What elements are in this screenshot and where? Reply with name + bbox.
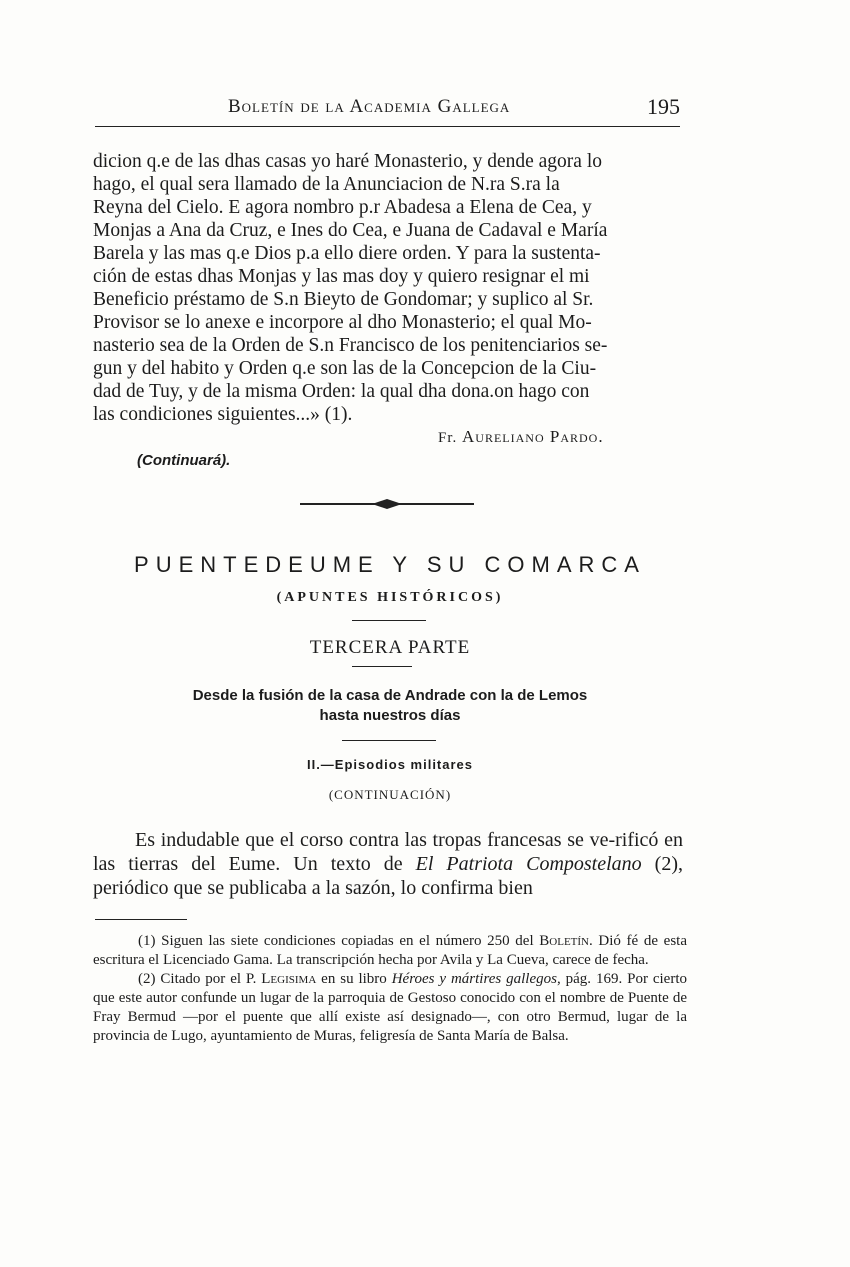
text-line: Reyna del Cielo. E agora nombro p.r Abadesa a Elena de Cea, y [93, 197, 592, 218]
footnote-1 [93, 932, 687, 970]
section-heading-line: hasta nuestros días [319, 707, 461, 724]
fn2-text-b: en su libro [316, 971, 392, 987]
fn1-text-a: (1) Siguen las siete condiciones copiadas en el número 250 del [138, 933, 540, 949]
section-rule [352, 666, 412, 667]
newspaper-title: El Patriota Compostelano [415, 853, 642, 875]
fn2-text-c: , pág. 169. Por cierto que este autor confunde un lugar de la parroquia de Gestoso conocido con el nombre de Puente de Fray Bermud —por el puente que allí existe así designado—, con otro Bermud, lugar de la provincia de Lugo, ayuntamiento de Muras, feligresía de Santa María de Balsa. [93, 971, 687, 1044]
footnote-2 [93, 970, 687, 1046]
signature-name: Aureliano Pardo. [462, 427, 604, 446]
paragraph-text-a: Es indudable que el corso contra las tropas francesas se ve-rificó en las tierras del Eume. Un texto de [93, 829, 683, 875]
text-line: dad de Tuy, y de la misma Orden: la qual dha dona.on hago con [93, 381, 590, 402]
header-rule [95, 126, 680, 127]
continuation-label: (CONTINUACIÓN) [328, 787, 452, 802]
paragraph-opening [93, 828, 683, 900]
text-line: dicion q.e de las dhas casas yo haré Monasterio, y dende agora lo [93, 151, 602, 172]
text-line: Provisor se lo anexe e incorpore al dho Monasterio; el qual Mo- [93, 312, 592, 333]
section-rule [352, 620, 426, 621]
fn1-text-b: . Dió fé de esta escritura el Licenciado Gama. La transcripción hecha por Avila y La Cueva, carece de fecha. [93, 933, 688, 968]
to-be-continued: (Continuará). [137, 452, 231, 469]
fn2-text-a: (2) Citado por el P. [138, 971, 262, 987]
footnotes [93, 932, 687, 1046]
fn2-author: Legisima [261, 971, 317, 987]
fn2-book-title: Héroes y mártires gallegos [391, 971, 557, 987]
part-title: TERCERA PARTE [309, 637, 471, 658]
running-header [95, 96, 680, 124]
author-signature [438, 427, 604, 447]
section-heading [90, 686, 690, 726]
paragraph-text-b: (2), periódico que se publicaba a la sazón, lo confirma bien [93, 853, 683, 899]
paragraph-text [93, 828, 683, 900]
footnote-rule [95, 919, 187, 920]
text-line: las condiciones siguientes...» (1). [93, 404, 353, 425]
text-line: Barela y las mas q.e Dios p.a ello diere orden. Y para la sustenta- [93, 243, 601, 264]
text-line: gun y del habito y Orden q.e son las de la Concepcion de la Ciu- [93, 358, 597, 379]
text-line: Beneficio préstamo de S.n Bieyto de Gondomar; y suplico al Sr. [93, 289, 594, 310]
article-title: PUENTEDEUME Y SU COMARCA [134, 552, 646, 577]
signature-prefix: Fr. [438, 430, 458, 446]
text-line: nasterio sea de la Orden de S.n Francisco de los penitenciarios se- [93, 335, 608, 356]
fn1-journal: Boletín [539, 933, 589, 949]
section-heading-line: Desde la fusión de la casa de Andrade con la de Lemos [192, 687, 588, 704]
running-title: Boletín de la Academia Gallega [228, 96, 511, 117]
chapter-heading: II.—Episodios militares [306, 757, 474, 772]
text-line: Monjas a Ana da Cruz, e Ines do Cea, e Juana de Cadaval e María [93, 220, 608, 241]
section-rule [342, 740, 436, 741]
page-number: 195 [647, 94, 680, 119]
article-subtitle: (APUNTES HISTÓRICOS) [276, 590, 504, 605]
paragraph-continued [93, 150, 683, 426]
ornament-divider-icon [300, 497, 474, 511]
text-line: ción de estas dhas Monjas y las mas doy y quiero resignar el mi [93, 266, 590, 287]
text-line: hago, el qual sera llamado de la Anunciacion de N.ra S.ra la [93, 174, 560, 195]
